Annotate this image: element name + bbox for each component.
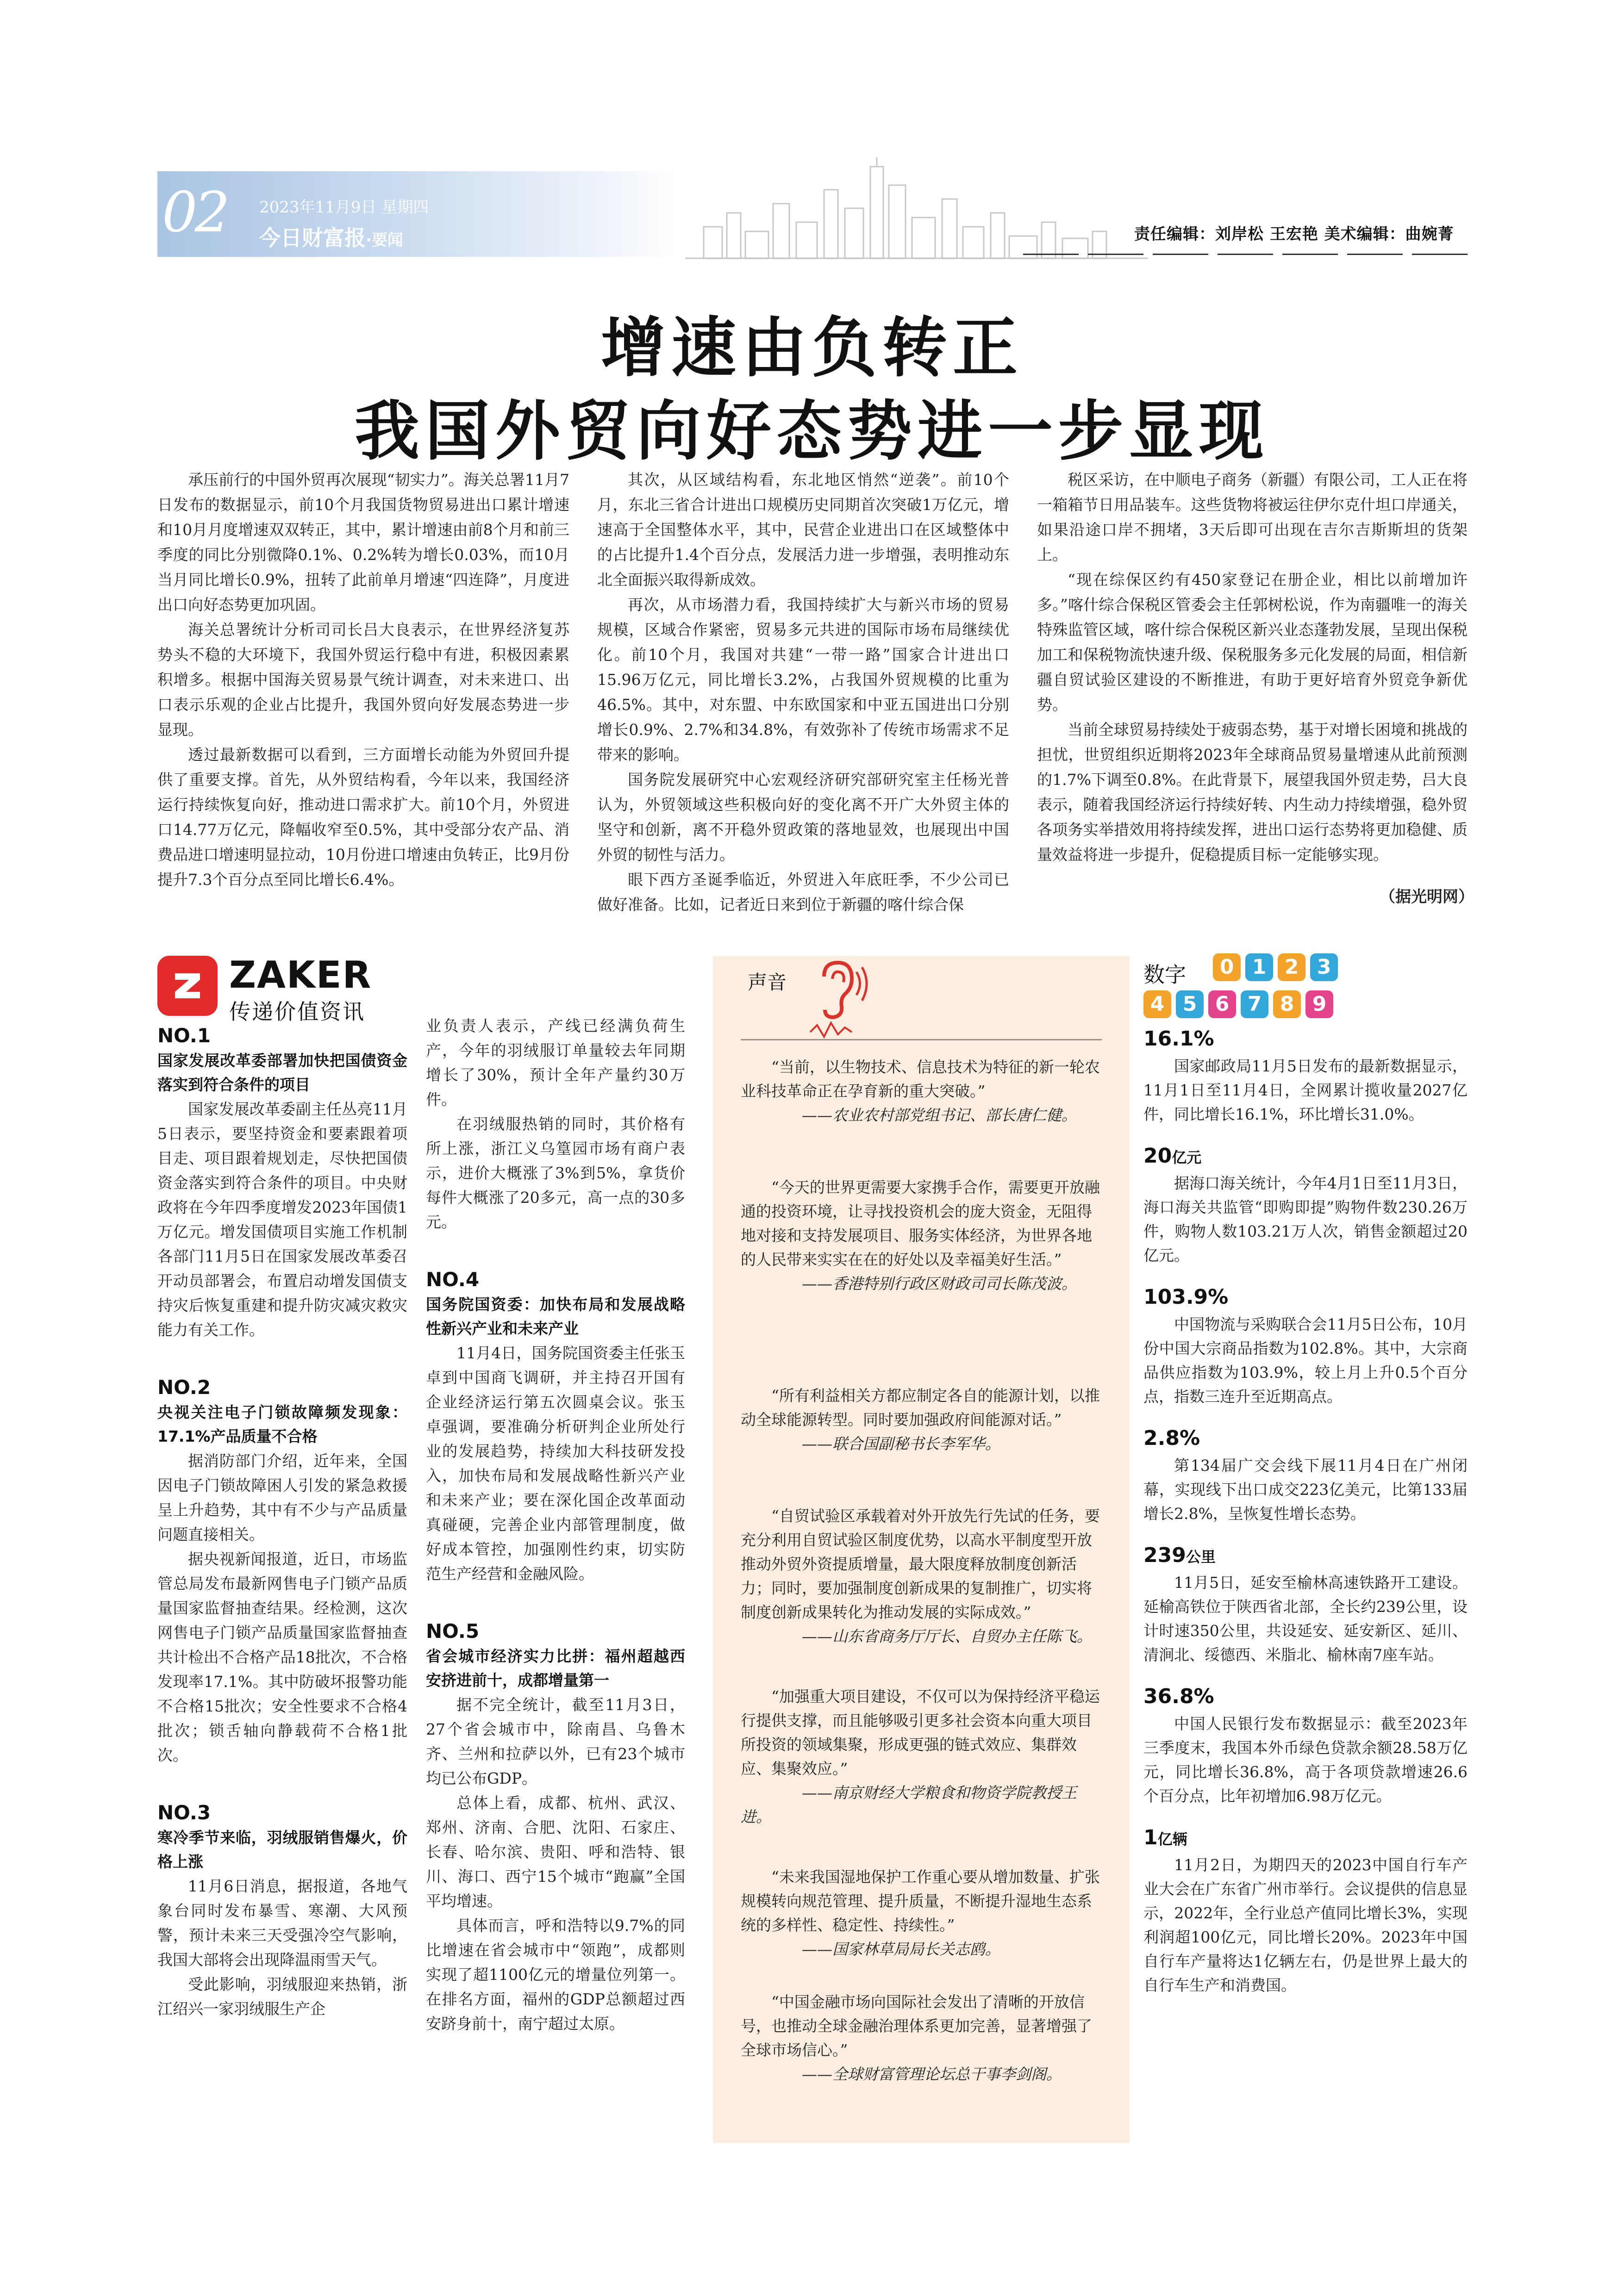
- item-title: 寒冷季节来临，羽绒服销售爆火，价格上涨: [157, 1829, 407, 1871]
- stat-value: [1143, 1283, 1468, 1313]
- stat-text: 国家邮政局11月5日发布的最新数据显示，11月1日至11月4日，全网累计揽收量2027亿件，同比增长16.1%，环比增长31.0%。: [1143, 1057, 1468, 1123]
- stat-value: [1143, 1425, 1468, 1454]
- stat-text: 第134届广交会线下展11月4日在广州闭幕，实现线下出口成交223亿美元，比第133届增长2.8%，呈恢复性增长态势。: [1143, 1456, 1468, 1523]
- paragraph: 海关总署统计分析司司长吕大良表示，在世界经济复苏势头不稳的大环境下，我国外贸运行稳中有进，积极因素累积增多。根据中国海关贸易景气统计调查，对未来进口、出口表示乐观的企业占比提升，我国外贸向好发展态势进一步显现。: [157, 621, 569, 739]
- quote-text: “未来我国湿地保护工作重心要从增加数量、扩张规模转向规范管理、提升质量，不断提升湿地生态系统的多样性、稳定性、持续性。”: [741, 1868, 1100, 1934]
- quote-source: ——南京财经大学粮食和物资学院教授王进。: [741, 1784, 1077, 1826]
- stat-value: [1143, 1683, 1468, 1712]
- zaker-z-icon: [157, 956, 218, 1016]
- voice-divider: [741, 1039, 1102, 1040]
- paragraph: 当前全球贸易持续处于疲弱态势，基于对增长困境和挑战的担忧，世贸组织近期将2023年全球商品贸易量增速从此前预测的1.7%下调至0.8%。在此背景下，展望我国外贸走势，吕大良表示，随着我国经济运行持续好转、内生动力持续增强，稳外贸各项务实举措效用将持续发挥，进出口运行态势将更加稳健、质量效益将进一步提升，促稳提质目标一定能够实现。: [1037, 721, 1468, 864]
- quote: [741, 1055, 1106, 1127]
- header-rule: [1023, 254, 1468, 255]
- digit-badge: 5: [1176, 990, 1204, 1018]
- ear-sound-icon: [806, 958, 870, 1041]
- digit-badge: 6: [1208, 990, 1236, 1018]
- item-number: NO.3: [157, 1801, 211, 1824]
- headline-line-1: 增速由负转正: [600, 310, 1023, 386]
- paragraph: 国务院发展研究中心宏观经济研究部研究室主任杨光普认为，外贸领域这些积极向好的变化离不开广大外贸主体的坚守和创新，离不开稳外贸政策的落地显效，也展现出中国外贸的韧性与活力。: [597, 771, 1009, 864]
- paragraph: 眼下西方圣诞季临近，外贸进入年底旺季，不少公司已做好准备。比如，记者近日来到位于新疆的喀什综合保: [597, 871, 1009, 914]
- quote: [741, 1865, 1106, 1961]
- item-body: 11月6日消息，据报道，各地气象台同时发布暴雪、寒潮、大风预警，预计未来三天受强冷空气影响，我国大部将会出现降温雨雪天气。: [157, 1877, 407, 1969]
- item-title: 国家发展改革委部署加快把国债资金落实到符合条件的项目: [157, 1052, 407, 1094]
- quote: [741, 1990, 1106, 2086]
- article-column-1: [157, 467, 569, 892]
- stat-unit: 亿元: [1172, 1149, 1202, 1166]
- stat-number: 103.9%: [1143, 1285, 1229, 1309]
- quote: [741, 1384, 1106, 1456]
- zaker-logo-icon: [157, 956, 218, 1016]
- article-column-3: [1037, 467, 1468, 867]
- quote-text: “当前，以生物技术、信息技术为特征的新一轮农业科技革命正在孕育新的重大突破。”: [741, 1058, 1100, 1100]
- paper-title: 今日财富报: [259, 225, 366, 250]
- quote-text: “所有利益相关方都应制定各自的能源计划，以推动全球能源转型。同时要加强政府间能源对话。”: [741, 1387, 1100, 1429]
- item-number: NO.1: [157, 1024, 211, 1047]
- paragraph: 承压前行的中国外贸再次展现“韧实力”。海关总署11月7日发布的数据显示，前10个月我国货物贸易进出口累计增速和10月月度增速双双转正，其中，累计增速由前8个月和前三季度的同比分别微降0.1%、0.2%转为增长0.03%，而10月当月同比增长0.9%，扭转了此前单月增速“四连降”，月度进出口向好态势更加巩固。: [157, 471, 569, 614]
- paper-name: [259, 221, 403, 252]
- digit-badge: 9: [1305, 990, 1333, 1018]
- digit-badge: 7: [1241, 990, 1268, 1018]
- issue-date: 2023年11月9日 星期四: [259, 198, 429, 217]
- voice-label: 声音: [748, 971, 787, 994]
- item-title: 央视关注电子门锁故障频发现象：17.1%产品质量不合格: [157, 1403, 407, 1445]
- stat-text: 中国人民银行发布数据显示：截至2023年三季度末，我国本外币绿色贷款余额28.58万亿元，同比增长36.8%，高于各项贷款增速26.6个百分点，比年初增加6.98万亿元。: [1143, 1715, 1468, 1805]
- quote-source: ——香港特别行政区财政司司长陈茂波。: [802, 1275, 1077, 1293]
- quote-source: ——农业农村部党组书记、部长唐仁健。: [802, 1106, 1077, 1124]
- stat-value: [1143, 1824, 1468, 1853]
- headline-line-2: 我国外贸向好态势进一步显现: [354, 393, 1269, 469]
- item-title: 省会城市经济实力比拼：福州超越西安挤进前十，成都增量第一: [426, 1647, 685, 1689]
- quote: [741, 1176, 1106, 1296]
- paragraph: “现在综保区约有450家登记在册企业，相比以前增加许多。”喀什综合保税区管委会主任郭树松说，作为南疆唯一的海关特殊监管区域，喀什综合保税区新兴业态蓬勃发展，呈现出保税加工和保税物流快速升级、保税服务多元化发展的局面，相信新疆自贸试验区建设的不断推进，有助于更好培育外贸竞争新优势。: [1037, 571, 1468, 714]
- zaker-slogan: 传递价值资讯: [229, 999, 365, 1024]
- item-body: 总体上看，成都、杭州、武汉、郑州、济南、合肥、沈阳、石家庄、长春、哈尔滨、贵阳、呼和浩特、银川、海口、西宁15个城市“跑赢”全国平均增速。: [426, 1794, 685, 1910]
- section-name: ·要闻: [366, 231, 403, 249]
- quote-source: ——全球财富管理论坛总干事李剑阁。: [802, 2065, 1062, 2083]
- item-body: 据消防部门介绍，近年来，全国因电子门锁故障困人引发的紧急救援呈上升趋势，其中有不少与产品质量问题直接相关。: [157, 1452, 407, 1543]
- zaker-brand: ZAKER: [229, 953, 372, 996]
- quote: [741, 1685, 1106, 1829]
- item-body: 业负责人表示，产线已经满负荷生产，今年的羽绒服订单量较去年同期增长了30%，预计全年产量约30万件。: [426, 1017, 685, 1108]
- stat-number: 16.1%: [1143, 1027, 1214, 1051]
- item-number: NO.5: [426, 1620, 480, 1643]
- stat-value: [1143, 1142, 1468, 1171]
- paragraph: 税区采访，在中顺电子商务（新疆）有限公司，工人正在将一箱箱节日用品装车。这些货物将被运往伊尔克什坦口岸通关，如果沿途口岸不拥堵，3天后即可出现在吉尔吉斯斯坦的货架上。: [1037, 471, 1468, 564]
- stat-text: 11月5日，延安至榆林高速铁路开工建设。延榆高铁位于陕西省北部，全长约239公里，设计时速350公里，共设延安、延安新区、延川、清涧北、绥德西、米脂北、榆林南7座车站。: [1143, 1574, 1468, 1664]
- stat-unit: 亿辆: [1157, 1830, 1187, 1848]
- stat-text: 11月2日，为期四天的2023中国自行车产业大会在广东省广州市举行。会议提供的信息显示，2022年，全行业总产值同比增长3%，实现利润超100亿元，同比增长20%。2023年中国自行车产量将达1亿辆左右，仍是世界上最大的自行车生产和消费国。: [1143, 1856, 1468, 1994]
- item-body: 国家发展改革委副主任丛亮11月5日表示，要坚持资金和要素跟着项目走、项目跟着规划走，尽快把国债资金落实到符合条件的项目。中央财政将在今年四季度增发2023年国债1万亿元。增发国债项目实施工作机制各部门11月5日在国家发展改革委召开动员部署会，布置启动增发国债支持灾后恢复重建和提升防灾减灾救灾能力有关工作。: [157, 1100, 407, 1339]
- digit-badge: 4: [1143, 990, 1171, 1018]
- item-body: 在羽绒服热销的同时，其价格有所上涨，浙江义乌篁园市场有商户表示，进价大概涨了3%到5%，拿货价每件大概涨了20多元，高一点的30多元。: [426, 1115, 685, 1231]
- item-body: 11月4日，国务院国资委主任张玉卓到中国商飞调研，并主持召开国有企业经济运行第五次圆桌会议。张玉卓强调，要准确分析研判企业所处行业的发展趋势，持续加大科技研发投入，加快布局和发展战略性新兴产业和未来产业；要在深化国企改革面动真碰硬，完善企业内部管理制度，做好成本管控，加强刚性约束，切实防范生产经营和金融风险。: [426, 1344, 685, 1583]
- digit-badge: 0: [1213, 953, 1241, 981]
- editors-credit: 责任编辑：刘岸松 王宏艳 美术编辑：曲婉菁: [1134, 225, 1454, 243]
- quote-source: ——联合国副秘书长李军华。: [802, 1435, 1000, 1453]
- item-body: 据央视新闻报道，近日，市场监管总局发布最新网售电子门锁产品质量国家监督抽查结果。经检测，这次网售电子门锁产品质量国家监督抽查共计检出不合格产品18批次，不合格发现率17.1%。其中防破坏报警功能不合格15批次；安全性要求不合格4批次；锁舌轴向静载荷不合格1批次。: [157, 1550, 407, 1764]
- paragraph: 透过最新数据可以看到，三方面增长动能为外贸回升提供了重要支撑。首先，从外贸结构看，今年以来，我国经济运行持续恢复向好，推动进口需求扩大。前10个月，外贸进口14.77万亿元，降幅收窄至0.5%，其中受部分农产品、消费品进口增速明显拉动，10月份进口增速由负转正，比9月份提升7.3个百分点至同比增长6.4%。: [157, 746, 569, 889]
- quote-text: “中国金融市场向国际社会发出了清晰的开放信号，也推动全球金融治理体系更加完善，显著增强了全球市场信心。”: [741, 1993, 1092, 2059]
- zaker-column-2: [426, 1014, 685, 2036]
- item-number: NO.4: [426, 1268, 480, 1291]
- stat-number: 239: [1143, 1543, 1186, 1567]
- stat-number: 2.8%: [1143, 1426, 1200, 1450]
- stat-value: [1143, 1025, 1468, 1054]
- item-body: 具体而言，呼和浩特以9.7%的同比增速在省会城市中“领跑”，成都则实现了超1100亿元的增量位列第一。在排名方面，福州的GDP总额超过西安跻身前十，南宁超过太原。: [426, 1916, 685, 2033]
- zaker-column-1: [157, 1023, 407, 2021]
- digit-badge: 2: [1278, 953, 1305, 981]
- stat-number: 1: [1143, 1826, 1158, 1849]
- item-title: 国务院国资委：加快布局和发展战略性新兴产业和未来产业: [426, 1295, 685, 1338]
- stat-number: 20: [1143, 1144, 1172, 1168]
- stat-text: 中国物流与采购联合会11月5日公布，10月份中国大宗商品指数为102.8%。其中，大宗商品供应指数为103.9%，较上月上升0.5个百分点，指数三连升至近期高点。: [1143, 1315, 1468, 1406]
- digit-badge: 1: [1245, 953, 1273, 981]
- article-source: （据光明网）: [1380, 888, 1474, 906]
- quote-text: “今天的世界更需要大家携手合作，需要更开放融通的投资环境，让寻找投资机会的庞大资金，无阻得地对接和支持发展项目、服务实体经济，为世界各地的人民带来实实在在的好处以及幸福美好生活。”: [741, 1178, 1100, 1269]
- paragraph: 其次，从区域结构看，东北地区悄然“逆袭”。前10个月，东北三省合计进出口规模历史同期首次突破1万亿元，增速高于全国整体水平，其中，民营企业进出口在区域整体中的占比提升1.4个百分点，发展活力进一步增强，表明推动东北全面振兴取得新成效。: [597, 471, 1009, 589]
- stat-text: 据海口海关统计，今年4月1日至11月3日，海口海关共监管“即购即提”购物件数230.26万件，购物人数103.21万人次，销售金额超过20亿元。: [1143, 1174, 1468, 1264]
- article-column-2: [597, 467, 1009, 917]
- item-body: 受此影响，羽绒服迎来热销，浙江绍兴一家羽绒服生产企: [157, 1975, 407, 2018]
- digit-badge: 3: [1310, 953, 1338, 981]
- numbers-column: [1143, 1025, 1468, 1997]
- quote: [741, 1504, 1106, 1649]
- stat-number: 36.8%: [1143, 1685, 1214, 1708]
- skyline-illustration: [685, 157, 1148, 259]
- stat-value: [1143, 1542, 1468, 1571]
- quote-source: ——国家林草局局长关志鸥。: [802, 1940, 1000, 1958]
- item-body: 据不完全统计，截至11月3日，27个省会城市中，除南昌、乌鲁木齐、兰州和拉萨以外，已有23个城市均已公布GDP。: [426, 1696, 685, 1787]
- quote-text: “自贸试验区承载着对外开放先行先试的任务，要充分利用自贸试验区制度优势，以高水平制度型开放推动外贸外资提质增量，最大限度释放制度创新活力；同时，要加强制度创新成果的复制推广，切实将制度创新成果转化为推动发展的实际成效。”: [741, 1507, 1100, 1621]
- digit-badge: 8: [1273, 990, 1301, 1018]
- stat-unit: 公里: [1186, 1548, 1216, 1566]
- quote-text: “加强重大项目建设，不仅可以为保持经济平稳运行提供支撑，而且能够吸引更多社会资本向重大项目所投资的领域集聚，形成更强的链式效应、集群效应、集聚效应。”: [741, 1687, 1100, 1778]
- quote-source: ——山东省商务厅厅长、自贸办主任陈飞。: [802, 1627, 1092, 1645]
- page-number: 02: [162, 180, 227, 245]
- numbers-label: 数字: [1143, 962, 1186, 987]
- paragraph: 再次，从市场潜力看，我国持续扩大与新兴市场的贸易规模，区域合作紧密，贸易多元共进的国际市场布局继续优化。前10个月，我国对共建“一带一路”国家合计进出口15.96万亿元，同比增长3.2%，占我国外贸规模的比重为46.5%。其中，对东盟、中东欧国家和中亚五国进出口分别增长0.9%、2.7%和34.8%，有效弥补了传统市场需求不足带来的影响。: [597, 596, 1009, 764]
- item-number: NO.2: [157, 1376, 211, 1399]
